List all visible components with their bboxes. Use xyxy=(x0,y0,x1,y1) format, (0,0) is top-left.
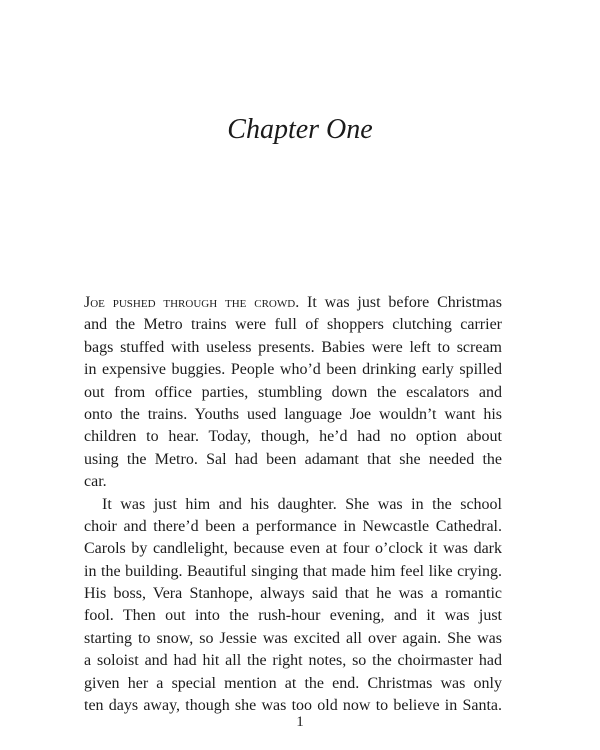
paragraph-2-line: Carols by candlelight, because even at four o’clock it was dark xyxy=(84,540,502,558)
paragraph-2-line: starting to snow, so Jessie was excited all over again. She was xyxy=(84,629,502,647)
paragraph-1-line: and the Metro trains were full of shoppers clutching carrier xyxy=(84,316,502,334)
paragraph-1-line xyxy=(84,292,502,314)
paragraph-2-line: It was just him and his daughter. She was in the school xyxy=(102,495,502,513)
chapter-title: Chapter One xyxy=(227,114,373,145)
paragraph-1-line: onto the trains. Youths used language Joe wouldn’t want his xyxy=(84,405,502,423)
paragraph-2-line: a soloist and had hit all the right notes, so the choirmaster had xyxy=(84,652,502,670)
paragraph-2-line: fool. Then out into the rush-hour evening, and it was just xyxy=(84,607,502,625)
paragraph-2-line: given her a special mention at the end. Christmas was only xyxy=(84,674,502,692)
paragraph-2-line: His boss, Vera Stanhope, always said that he was a romantic xyxy=(84,585,502,603)
paragraph-1-line: bags stuffed with useless presents. Babies were left to scream xyxy=(84,338,502,356)
paragraph-2-line: ten days away, though she was too old now to believe in Santa. xyxy=(84,697,502,715)
paragraph-2-line: choir and there’d been a performance in Newcastle Cathedral. xyxy=(84,517,502,535)
page-number: 1 xyxy=(296,714,304,730)
body-text xyxy=(84,292,502,717)
paragraph-1-line: in expensive buggies. People who’d been drinking early spilled xyxy=(84,361,502,379)
opening-line-rest: It was just before Christmas xyxy=(299,294,502,311)
paragraph-2-line: in the building. Beautiful singing that made him feel like crying. xyxy=(84,562,502,580)
paragraph-1-line: using the Metro. Sal had been adamant that she needed the xyxy=(84,450,502,468)
paragraph-1-line: car. xyxy=(84,473,107,491)
paragraph-1-line: children to hear. Today, though, he’d had no option about xyxy=(84,428,502,446)
opening-small-caps: Joe pushed through the crowd. xyxy=(84,294,300,311)
paragraph-1-line: out from office parties, stumbling down the escalators and xyxy=(84,383,502,401)
